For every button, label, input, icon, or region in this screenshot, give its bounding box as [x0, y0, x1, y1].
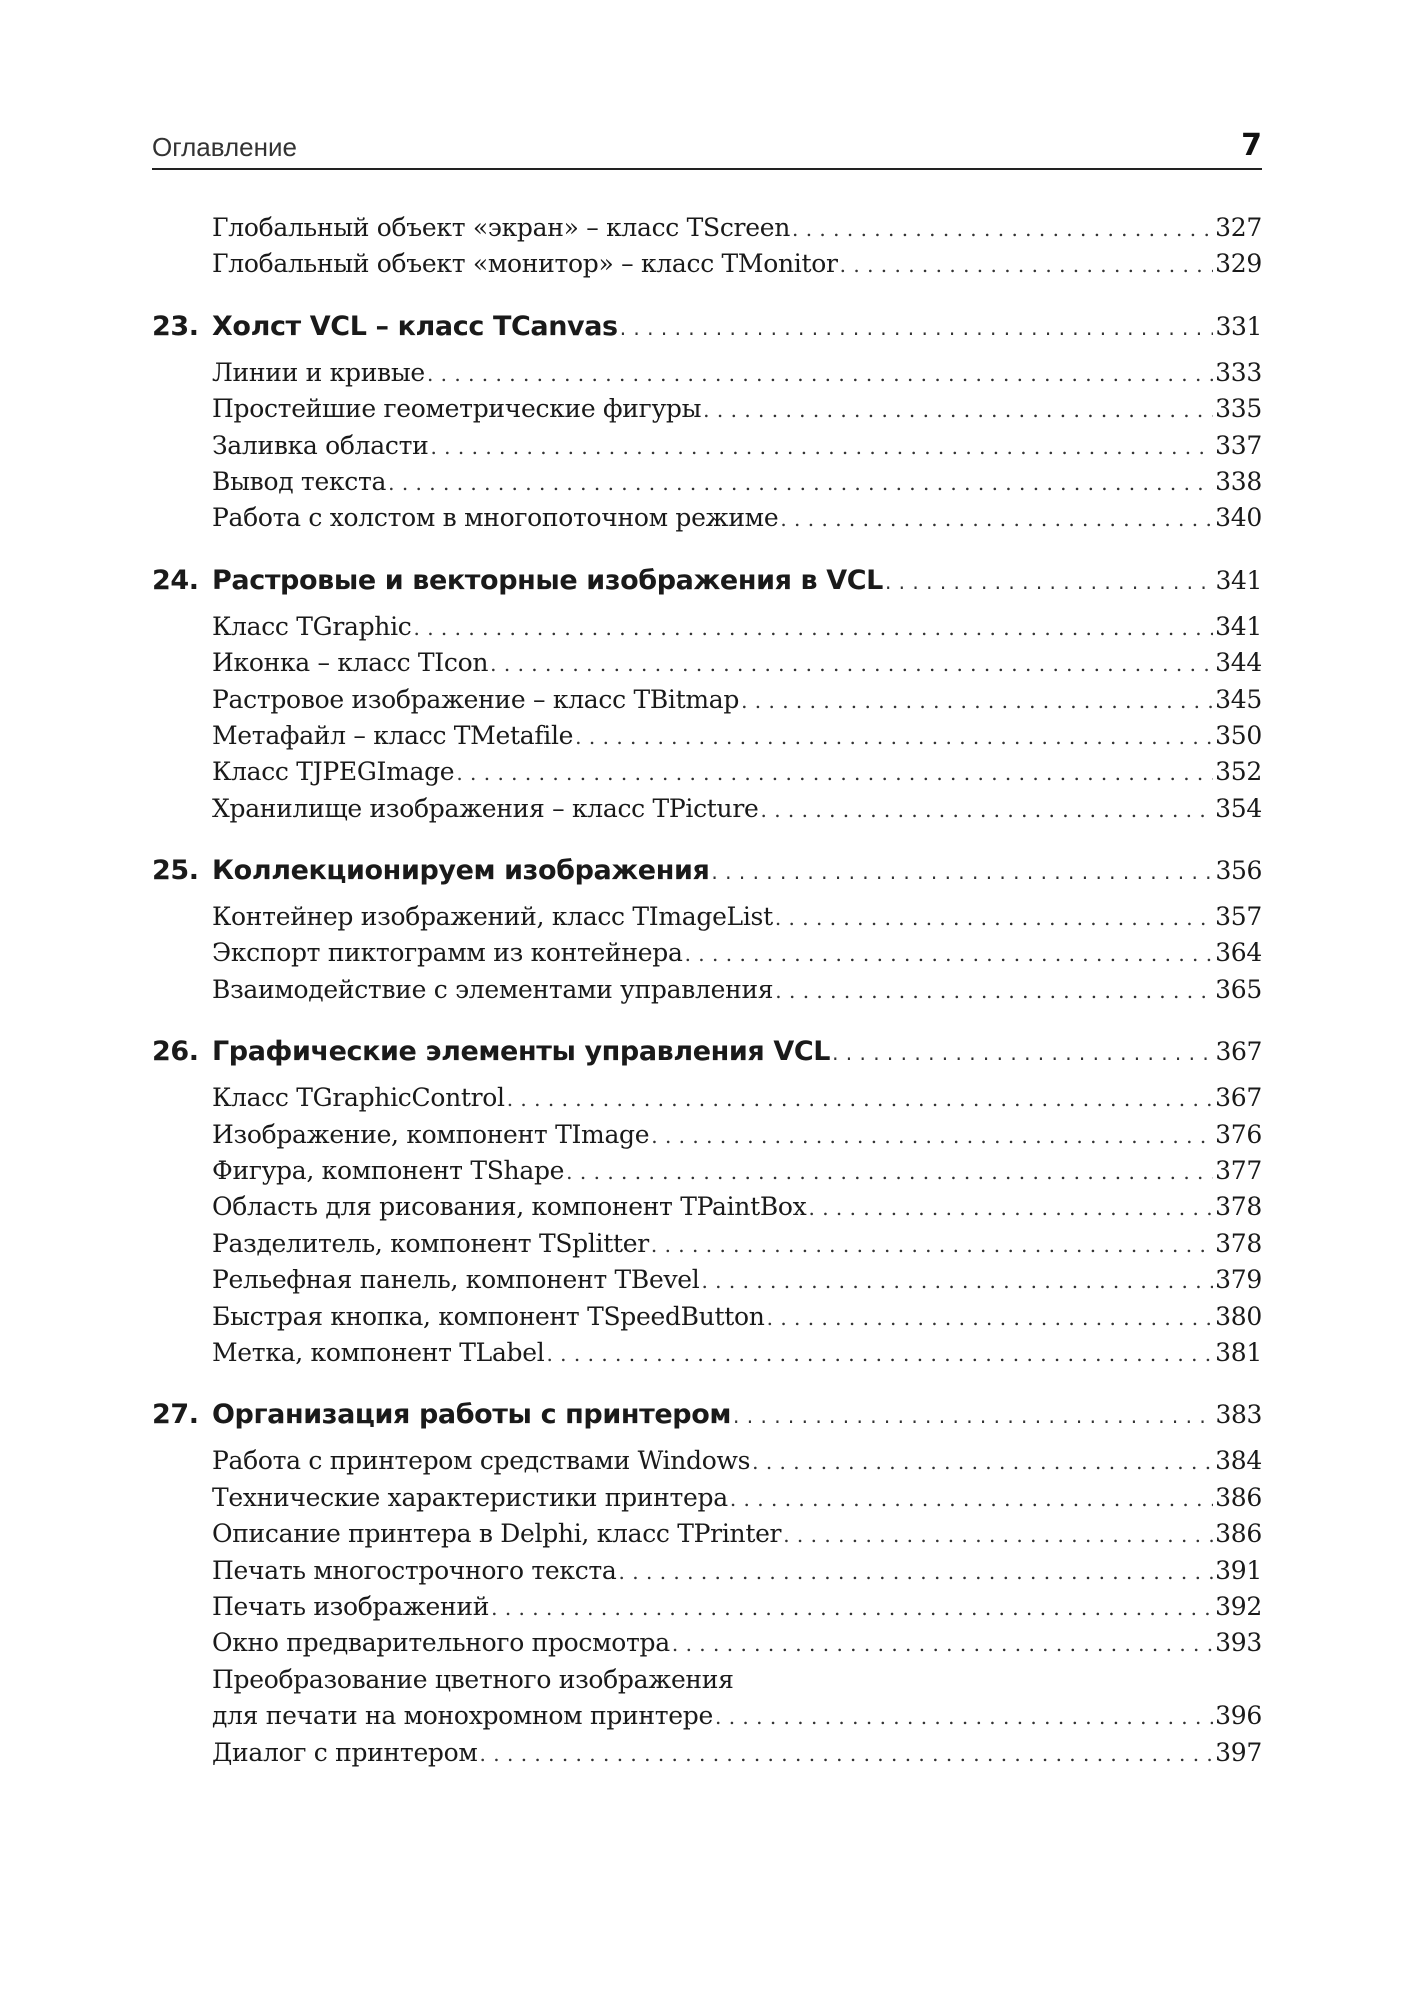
- toc-entry: [152, 246, 1262, 282]
- leader-dots: [620, 308, 1214, 348]
- toc-entry-page: 337: [1215, 430, 1262, 460]
- chapter-title: Растровые и векторные изображения в VCL: [212, 564, 883, 596]
- toc-entry-title: Окно предварительного просмотра: [212, 1628, 670, 1658]
- toc-entry-page: 381: [1215, 1337, 1262, 1367]
- toc-entry: [152, 1299, 1262, 1335]
- toc-entry: [152, 791, 1262, 827]
- chapter-page: 341: [1215, 565, 1262, 595]
- toc-entry: [152, 1553, 1262, 1589]
- toc-entry-page: 340: [1215, 503, 1262, 533]
- toc-entry-title: Печать изображений: [212, 1591, 490, 1621]
- leader-dots: [480, 1736, 1214, 1772]
- leader-dots: [414, 610, 1214, 646]
- toc-entry-title: Хранилище изображения – класс TPicture: [212, 793, 759, 823]
- toc-entry-title: Экспорт пиктограмм из контейнера: [212, 938, 683, 968]
- chapter-title: Холст VCL – класс TCanvas: [212, 310, 618, 342]
- toc-entry-page: 329: [1215, 249, 1262, 279]
- toc-entry-title: Работа с холстом в многопоточном режиме: [212, 503, 779, 533]
- toc-entry-page: 345: [1215, 684, 1262, 714]
- toc-chapter-heading: [152, 851, 709, 891]
- leader-dots: [427, 356, 1213, 392]
- toc-entry: [152, 1625, 1262, 1661]
- toc-entry-title: Глобальный объект «экран» – класс TScreen: [212, 213, 790, 242]
- toc-entry-page: 352: [1215, 757, 1262, 787]
- toc-chapter: [152, 1395, 1262, 1435]
- toc-entry-page: 333: [1215, 357, 1262, 387]
- toc-entry-title: Рельефная панель, компонент TBevel: [212, 1265, 700, 1295]
- toc-entry-title: Класс TJPEGImage: [212, 757, 455, 787]
- toc-entry-page: 327: [1215, 213, 1262, 242]
- leader-dots: [566, 1154, 1213, 1190]
- toc-entry: [152, 428, 1262, 464]
- toc-entry: [152, 609, 1262, 645]
- toc-entry: [152, 1262, 1262, 1298]
- leader-dots: [783, 1517, 1213, 1553]
- toc-entry-title: Фигура, компонент TShape: [212, 1156, 565, 1186]
- leader-dots: [761, 792, 1214, 828]
- leader-dots: [780, 501, 1213, 537]
- toc-entry: [152, 391, 1262, 427]
- toc-entry-title: Контейнер изображений, класс TImageList: [212, 902, 773, 932]
- chapter-page: 331: [1215, 311, 1262, 341]
- toc-entry-title: Класс TGraphic: [212, 611, 412, 641]
- leader-dots: [711, 852, 1213, 892]
- leader-dots: [701, 1263, 1213, 1299]
- chapter-number: 25.: [152, 855, 199, 887]
- toc-entry: [152, 1117, 1262, 1153]
- toc-entry-title: Заливка области: [212, 430, 429, 460]
- toc-entry-title: Быстрая кнопка, компонент TSpeedButton: [212, 1301, 765, 1331]
- leader-dots: [792, 211, 1213, 247]
- leader-dots: [546, 1336, 1213, 1372]
- toc-entry-title: Взаимодействие с элементами управления: [212, 974, 774, 1004]
- chapter-number: 27.: [152, 1399, 199, 1431]
- toc-entry-page: 386: [1215, 1519, 1262, 1549]
- toc-entry-page: 378: [1215, 1228, 1262, 1258]
- chapter-number: 26.: [152, 1036, 199, 1068]
- leader-dots: [715, 1699, 1213, 1735]
- toc-entry-page: 392: [1215, 1591, 1262, 1621]
- leader-dots: [840, 247, 1214, 283]
- leader-dots: [741, 683, 1213, 719]
- toc-entry-line: Преобразование цветного изображения: [212, 1664, 734, 1694]
- leader-dots: [730, 1481, 1213, 1517]
- toc-entry: [152, 1226, 1262, 1262]
- toc-entry-title: Глобальный объект «монитор» – класс TMonitor: [212, 249, 838, 279]
- toc-chapter: [152, 561, 1262, 601]
- toc-entry-title: Растровое изображение – класс TBitmap: [212, 684, 740, 714]
- leader-dots: [672, 1626, 1213, 1662]
- toc-entry: [152, 645, 1262, 681]
- leader-dots: [575, 719, 1213, 755]
- chapter-number: 23.: [152, 310, 199, 342]
- leader-dots: [491, 1590, 1213, 1626]
- leader-dots: [775, 973, 1213, 1009]
- toc-entry: [152, 1153, 1262, 1189]
- toc-chapter-heading: [152, 1032, 830, 1072]
- leader-dots: [703, 392, 1213, 428]
- leader-dots: [885, 562, 1214, 602]
- toc-entry-page: 376: [1215, 1119, 1262, 1149]
- chapter-title: Коллекционируем изображения: [212, 855, 710, 887]
- toc-entry-page: 354: [1215, 793, 1262, 823]
- toc-entry: [152, 1335, 1262, 1371]
- toc-entry-page: 367: [1215, 1083, 1262, 1113]
- toc-chapter: [152, 851, 1262, 891]
- toc-entry-page: 357: [1215, 902, 1262, 932]
- toc-entry-title: Описание принтера в Delphi, класс TPrinter: [212, 1519, 782, 1549]
- toc-entry-page: 391: [1215, 1555, 1262, 1585]
- toc-entry-page: 335: [1215, 394, 1262, 424]
- toc-entry-title: Диалог с принтером: [212, 1737, 478, 1767]
- chapter-page: 367: [1215, 1037, 1262, 1067]
- leader-dots: [388, 465, 1213, 501]
- toc-entry-title: Разделитель, компонент TSplitter: [212, 1228, 649, 1258]
- chapter-title: Организация работы с принтером: [212, 1399, 732, 1431]
- toc-entry: [152, 718, 1262, 754]
- toc-entry-title: Работа с принтером средствами Windows: [212, 1446, 751, 1476]
- toc-entry: [152, 355, 1262, 391]
- toc-entry-title: Печать многострочного текста: [212, 1555, 617, 1585]
- toc-entry: [152, 1589, 1262, 1625]
- toc-entry-page: 364: [1215, 938, 1262, 968]
- toc-entry: [152, 1735, 1262, 1771]
- toc-entry-page: 396: [1215, 1701, 1262, 1731]
- toc-entry-page: 397: [1215, 1737, 1262, 1767]
- toc-entry-title: Технические характеристики принтера: [212, 1482, 728, 1512]
- toc-entry: [152, 1080, 1262, 1116]
- leader-dots: [490, 646, 1213, 682]
- toc-entry: [152, 1189, 1262, 1225]
- toc-chapter-heading: [152, 561, 883, 601]
- chapter-page: 356: [1215, 856, 1262, 886]
- leader-dots: [507, 1081, 1213, 1117]
- leader-dots: [752, 1444, 1213, 1480]
- toc-entry-title: Иконка – класс TIcon: [212, 648, 489, 678]
- toc-chapter-heading: [152, 1395, 731, 1435]
- leader-dots: [733, 1396, 1213, 1436]
- header-page-number: 7: [1241, 128, 1262, 163]
- toc-entry-page: 384: [1215, 1446, 1262, 1476]
- toc-entry: [152, 1516, 1262, 1552]
- toc-entry-page: 379: [1215, 1265, 1262, 1295]
- toc-entry: [152, 500, 1262, 536]
- toc-entry: [152, 754, 1262, 790]
- toc-entry: [152, 210, 1262, 246]
- toc-entry-title: Простейшие геометрические фигуры: [212, 394, 702, 424]
- toc-chapter: [152, 1032, 1262, 1072]
- toc-entry-title: Линии и кривые: [212, 357, 425, 387]
- leader-dots: [775, 900, 1213, 936]
- toc-entry-page: 365: [1215, 974, 1262, 1004]
- leader-dots: [456, 755, 1213, 791]
- leader-dots: [767, 1300, 1214, 1336]
- toc-chapter-heading: [152, 307, 618, 347]
- toc-entry: [152, 1698, 1262, 1734]
- toc-entry: [152, 682, 1262, 718]
- toc-entry-page: 386: [1215, 1482, 1262, 1512]
- toc-entry: [152, 1443, 1262, 1479]
- toc-entry-title: Метафайл – класс TMetafile: [212, 720, 574, 750]
- toc-entry-title: Изображение, компонент TImage: [212, 1119, 650, 1149]
- leader-dots: [651, 1227, 1213, 1263]
- leader-dots: [430, 429, 1213, 465]
- toc-entry-page: 380: [1215, 1301, 1262, 1331]
- toc-entry-title: Вывод текста: [212, 466, 387, 496]
- chapter-page: 383: [1215, 1400, 1262, 1430]
- running-header: [152, 128, 1262, 170]
- leader-dots: [619, 1554, 1214, 1590]
- toc-entry-page: 393: [1215, 1628, 1262, 1658]
- table-of-contents: [152, 210, 1262, 1771]
- chapter-title: Графические элементы управления VCL: [212, 1036, 831, 1068]
- chapter-number: 24.: [152, 564, 199, 596]
- leader-dots: [832, 1033, 1213, 1073]
- toc-entry-page: 377: [1215, 1156, 1262, 1186]
- toc-entry-title: Метка, компонент TLabel: [212, 1337, 545, 1367]
- toc-entry: [152, 1480, 1262, 1516]
- toc-entry: [152, 899, 1262, 935]
- toc-entry-title: Класс TGraphicControl: [212, 1083, 505, 1113]
- leader-dots: [808, 1190, 1213, 1226]
- header-title: Оглавление: [152, 132, 297, 162]
- toc-chapter: [152, 307, 1262, 347]
- toc-entry: [152, 935, 1262, 971]
- toc-entry-page: 341: [1215, 611, 1262, 641]
- toc-entry-page: 338: [1215, 466, 1262, 496]
- toc-entry: [152, 972, 1262, 1008]
- toc-entry-page: 350: [1215, 720, 1262, 750]
- toc-entry-page: 378: [1215, 1192, 1262, 1222]
- leader-dots: [685, 936, 1214, 972]
- toc-entry: [152, 464, 1262, 500]
- toc-entry-title: для печати на монохромном принтере: [212, 1701, 713, 1731]
- leader-dots: [651, 1118, 1213, 1154]
- toc-entry-title: Область для рисования, компонент TPaintBox: [212, 1192, 807, 1222]
- toc-entry-page: 344: [1215, 648, 1262, 678]
